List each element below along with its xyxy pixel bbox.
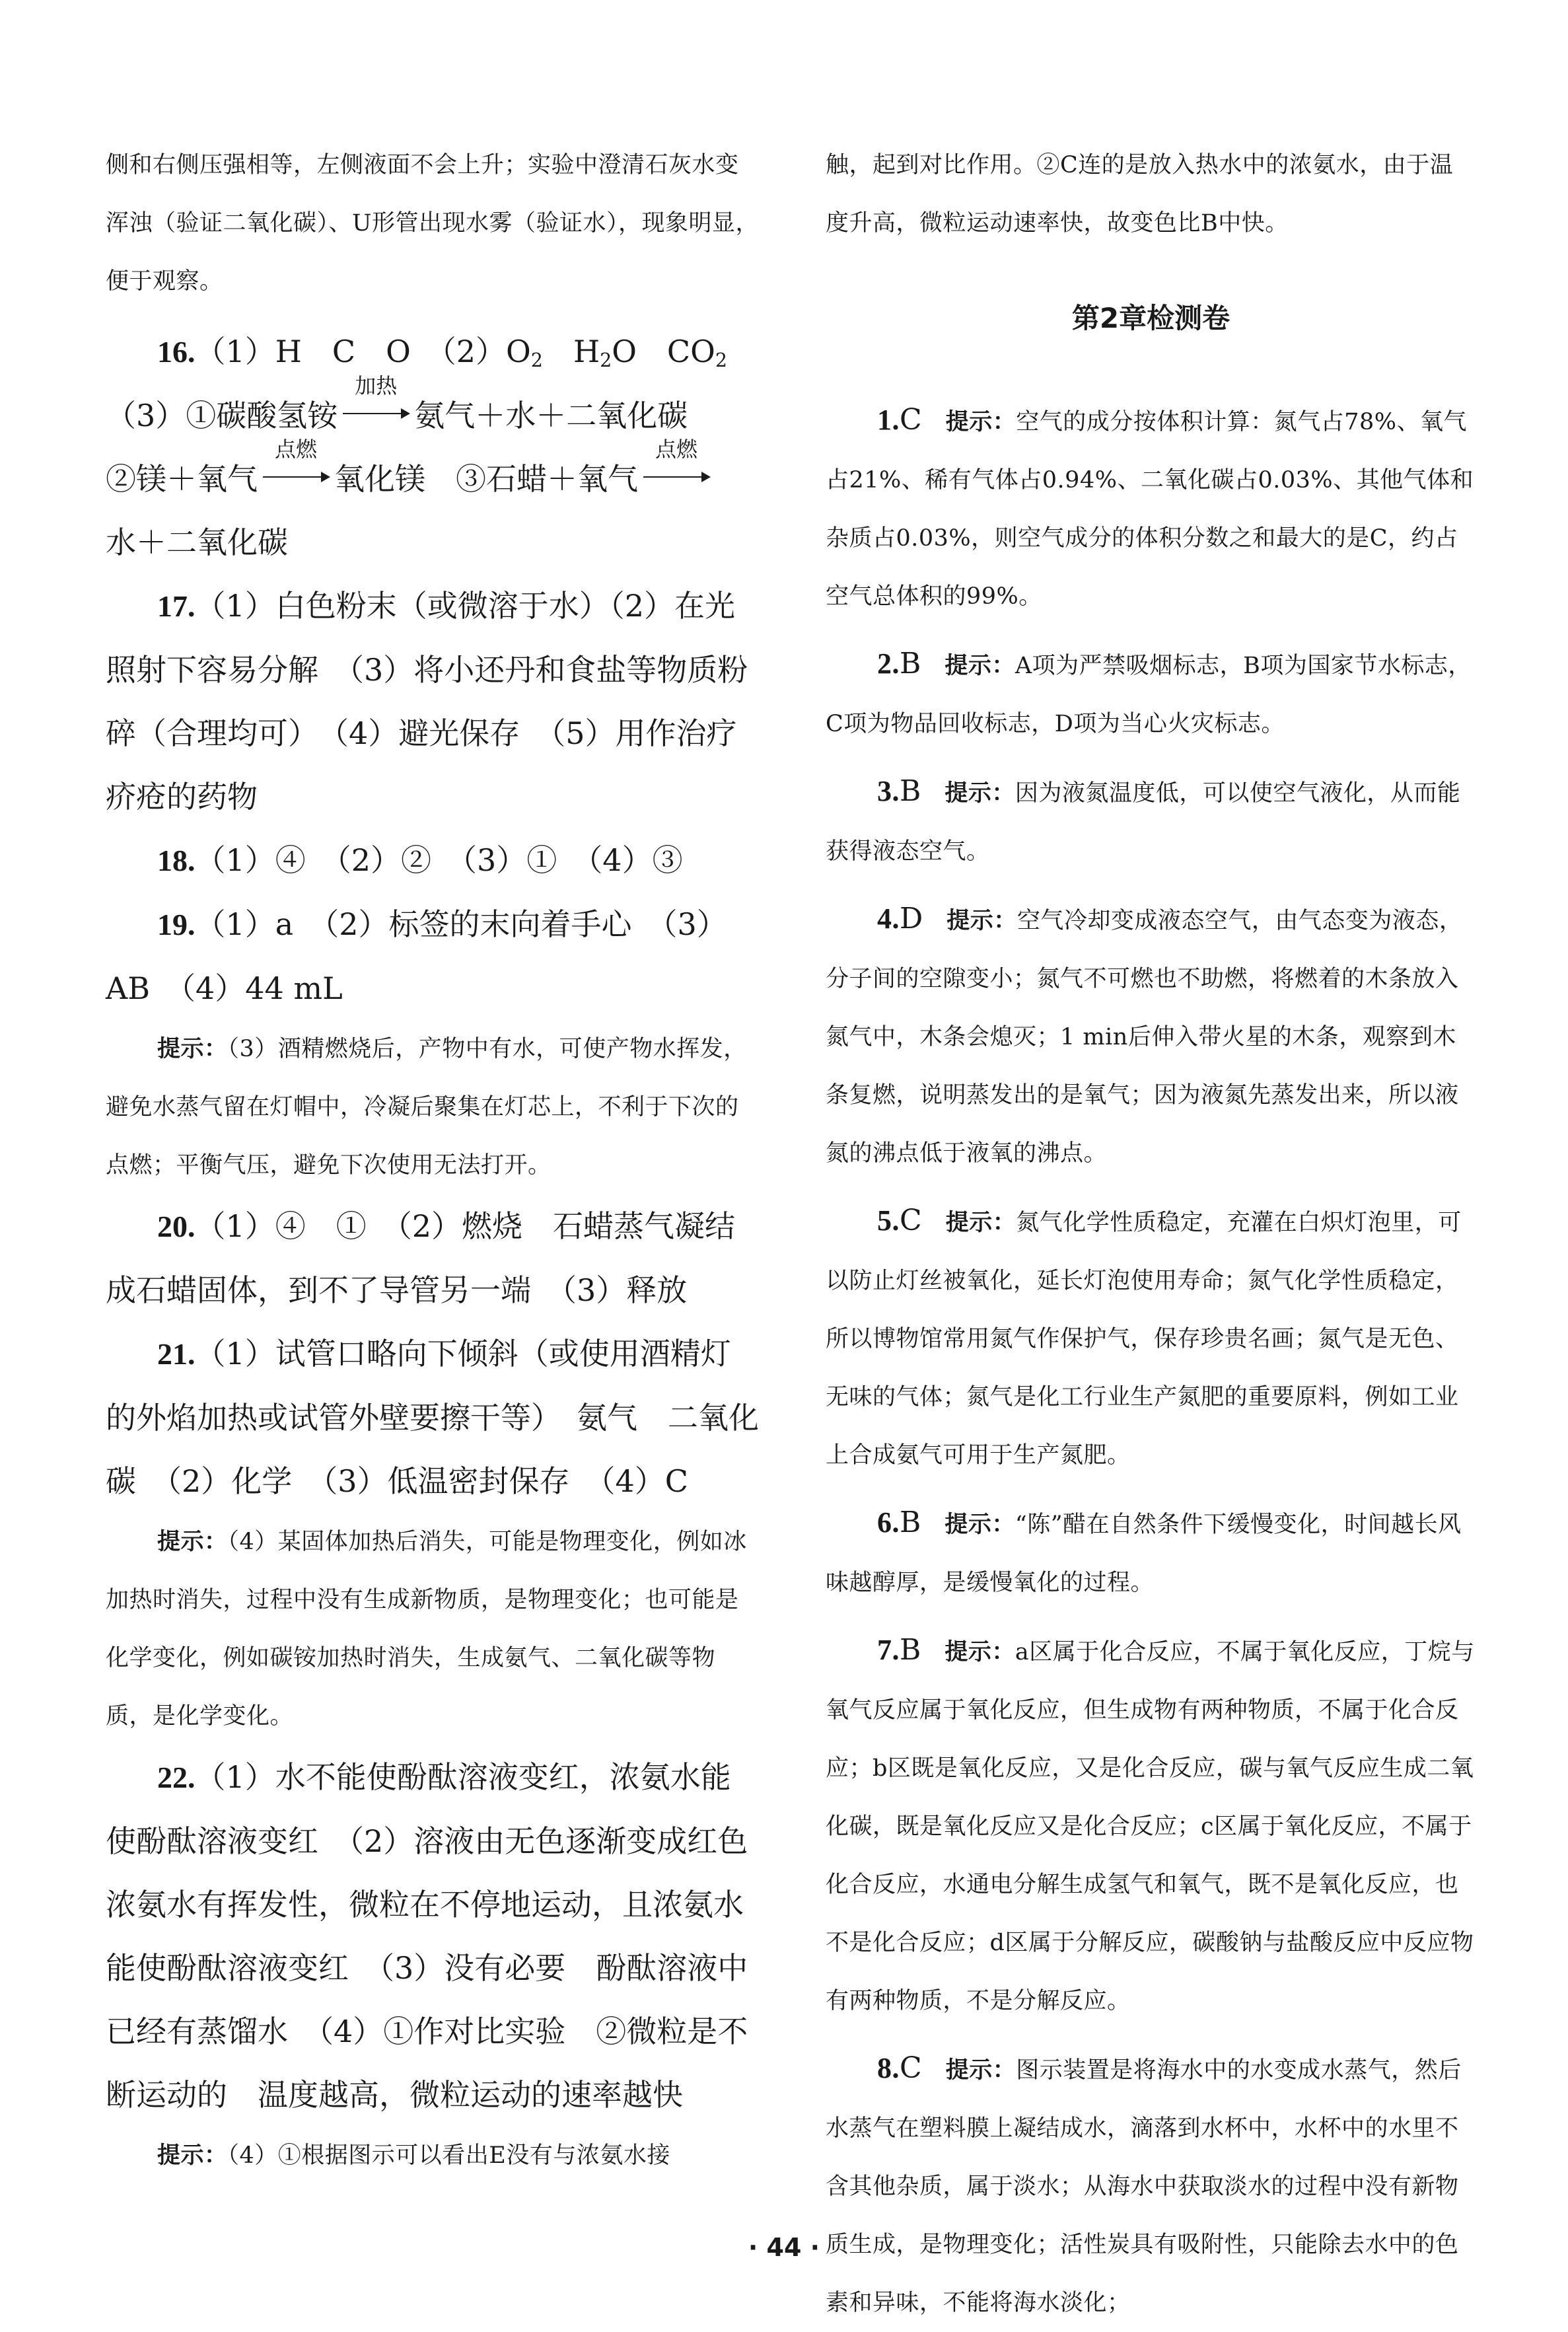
question-21-hint: 提示：（4）某固体加热后消失，可能是物理变化，例如冰加热时消失，过程中没有生成新物质，是物理变化；也可能是化学变化，例如碳铵加热时消失，生成氨气、二氧化碳等物质，是化学变化。 xyxy=(106,1529,747,1730)
left-continuation-text: 侧和右侧压强相等，左侧液面不会上升；实验中澄清石灰水变浑浊（验证二氧化碳）、U形管出现水雾（验证水），现象明显，便于观察。 xyxy=(106,152,759,295)
hint-text: a区属于化合反应，不属于氧化反应，丁烷与氧气反应属于氧化反应，但生成物有两种物质，不属于化合反应；b区既是氧化反应，又是化合反应，碳与氧气反应生成二氧化碳，既是氧化反应又是化合反应；c区属于氧化反应，不属于化合反应，水通电分解生成氢气和氧气，既不是氧化反应，也不是化合反应；d区属于分解反应，碳酸钠与盐酸反应中反应物有两种物质，不是分解反应。 xyxy=(826,1639,1475,2014)
hint-text: 氮气化学性质稳定，充灌在白炽灯泡里，可以防止灯丝被氧化，延长灯泡使用寿命；氮气化学性质稳定，所以博物馆常用氮气作保护气，保存珍贵名画；氮气是无色、无味的气体；氮气是化工行业生产氮肥的重要原料，例如工业上合成氨气可用于生产氮肥。 xyxy=(826,1210,1462,1469)
left-column xyxy=(106,136,779,2185)
answer-item xyxy=(826,391,1476,626)
reaction-arrow: 加热 xyxy=(341,396,410,426)
answer-item xyxy=(826,635,1476,753)
answer-number: 5. xyxy=(877,1204,900,1237)
hint-text: 空气的成分按体积计算：氮气占78%、氧气占21%、稀有气体占0.94%、二氧化碳占0.03%、其他气体和杂质占0.03%，则空气成分的体积分数之和最大的是C，约占空气总体积的99%。 xyxy=(826,409,1474,610)
reaction-2-3: ②镁＋氧气 点燃 氧化镁 ③石蜡＋氧气 点燃 xyxy=(106,447,760,511)
answer-number: 8. xyxy=(877,2052,900,2084)
answer-item xyxy=(826,2039,1476,2332)
answer-number: 3. xyxy=(877,775,900,807)
hint-label: 提示： xyxy=(945,409,1016,435)
hint-text: 因为液氮温度低，可以使空气液化，从而能获得液态空气。 xyxy=(826,780,1461,865)
reaction-3-product: 水＋二氧化碳 xyxy=(106,525,288,560)
question-22-hint: 提示：（4）①根据图示可以看出E没有与浓氨水接 xyxy=(157,2142,670,2169)
reaction-arrow: 点燃 xyxy=(262,459,330,490)
question-18: 18.（1）④ （2）② （3）① （4）③ xyxy=(157,842,683,878)
hint-text: A项为严禁吸烟标志，B项为国家节水标志，C项为物品回收标志，D项为当心火灾标志。 xyxy=(826,653,1472,737)
question-22: 22.（1）水不能使酚酞溶液变红，浓氨水能使酚酞溶液变红 （2）溶液由无色逐渐变成红色 浓氨水有挥发性，微粒在不停地运动，且浓氨水能使酚酞溶液变红 （3）没有必要 酚酞溶液中已经有蒸馏水 （4）①作对比实验 ②微粒是不断运动的 温度越高，微粒运动的速率越快 xyxy=(106,1759,779,2113)
answer-item xyxy=(826,1494,1476,1612)
question-16: 16.（1）H C O $(2)O_2$ $H_2O$ $CO_2$ xyxy=(157,334,727,372)
hint-label: 提示： xyxy=(944,1639,1015,1665)
answer-number: 1. xyxy=(877,404,900,436)
answer-choice: B xyxy=(900,1506,921,1539)
hint-text: 空气冷却变成液态空气，由气态变为液态，分子间的空隙变小；氮气不可燃也不助燃，将燃着的木条放入氮气中，木条会熄灭；1 min后伸入带火星的木条，观察到木条复燃，说明蒸发出的是氧气；因为液氮先蒸发出来，所以液氮的沸点低于液氧的沸点。 xyxy=(826,908,1463,1167)
answer-item xyxy=(826,890,1476,1183)
question-17: 17.（1）白色粉末（或微溶于水）（2）在光照射下容易分解 （3）将小还丹和食盐等物质粉碎（合理均可） （4）避光保存 （5）用作治疗疥疮的药物 xyxy=(106,588,748,815)
section-title: 第2章检测卷 xyxy=(1071,302,1230,334)
answer-list xyxy=(826,391,1476,2332)
answer-choice: B xyxy=(900,1633,921,1667)
answer-choice: C xyxy=(900,403,923,437)
question-19: 19.（1）a （2）标签的末向着手心 （3）AB （4）44 mL xyxy=(106,906,727,1006)
hint-label: 提示： xyxy=(945,1210,1016,1236)
question-19-hint: 提示：（3）酒精燃烧后，产物中有水，可使产物水挥发，避免水蒸气留在灯帽中，冷凝后聚集在灯芯上，不利于下次的点燃；平衡气压，避免下次使用无法打开。 xyxy=(106,1036,747,1179)
reaction-1: （3）①碳酸氢铵 加热 氨气＋水＋二氧化碳 xyxy=(106,373,688,433)
answer-choice: B xyxy=(900,774,921,808)
reaction-arrow: 点燃 xyxy=(642,459,711,490)
page-number: · 44 · xyxy=(748,2233,820,2262)
right-continuation-text: 触，起到对比作用。②C连的是放入热水中的浓氨水，由于温度升高，微粒运动速率快，故变色比B中快。 xyxy=(826,152,1454,237)
right-column xyxy=(826,136,1476,2332)
question-number: 16. xyxy=(157,335,196,369)
question-21: 21.（1）试管口略向下倾斜（或使用酒精灯的外焰加热或试管外壁要擦干等） 氨气 二氧化碳 （2）化学 （3）低温密封保存 （4）C xyxy=(106,1336,759,1499)
hint-label: 提示： xyxy=(944,780,1015,807)
answer-item xyxy=(826,1192,1476,1484)
hint-label: 提示： xyxy=(946,908,1017,934)
answer-item xyxy=(826,1621,1476,2030)
answer-number: 6. xyxy=(877,1506,900,1539)
hint-label: 提示： xyxy=(945,2057,1016,2084)
answer-number: 7. xyxy=(877,1634,900,1666)
answer-number: 4. xyxy=(877,902,900,935)
answer-number: 2. xyxy=(877,647,900,680)
hint-text: 图示装置是将海水中的水变成水蒸气，然后水蒸气在塑料膜上凝结成水，滴落到水杯中，水杯中的水里不含其他杂质，属于淡水；从海水中获取淡水的过程中没有新物质生成，是物理变化；活性炭具有吸附性，只能除去水中的色素和异味，不能将海水淡化； xyxy=(826,2057,1462,2316)
question-20: 20.（1）④ ① （2）燃烧 石蜡蒸气凝结成石蜡固体，到不了导管另一端 （3）释放 xyxy=(106,1208,736,1308)
answer-choice: D xyxy=(900,902,923,935)
hint-text: “陈”醋在自然条件下缓慢变化，时间越长风味越醇厚，是缓慢氧化的过程。 xyxy=(826,1512,1462,1596)
answer-choice: C xyxy=(900,1204,923,1237)
hint-label: 提示： xyxy=(944,1512,1015,1538)
answer-item xyxy=(826,762,1476,881)
hint-label: 提示： xyxy=(944,653,1015,679)
answer-choice: B xyxy=(900,647,921,680)
answer-choice: C xyxy=(900,2051,923,2085)
